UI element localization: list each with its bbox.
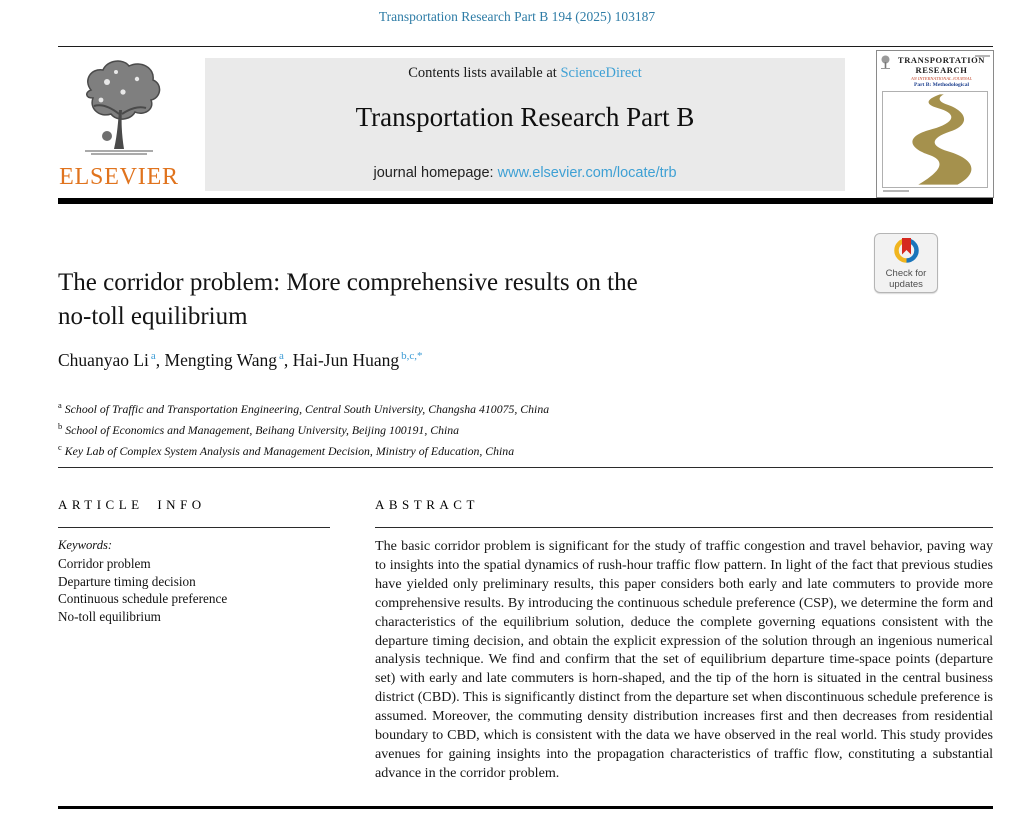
author-name: Hai-Jun Huang bbox=[292, 350, 400, 370]
abstract-heading: ABSTRACT bbox=[375, 497, 479, 512]
journal-cover-thumbnail[interactable] bbox=[876, 50, 994, 198]
affiliation-line bbox=[58, 439, 549, 460]
article-info-heading: ARTICLE INFO bbox=[58, 497, 206, 512]
keyword-item: No-toll equilibrium bbox=[58, 608, 161, 624]
article-title-line2: no-toll equilibrium bbox=[58, 303, 248, 330]
author-affiliation-sup: a bbox=[279, 350, 284, 363]
cover-title-line1: TRANSPORTATION bbox=[897, 55, 986, 65]
journal-homepage-link[interactable]: www.elsevier.com/locate/trb bbox=[497, 165, 677, 181]
keywords-label: Keywords: bbox=[58, 538, 113, 552]
affiliation-sup: a bbox=[58, 400, 62, 410]
author-affiliation-sup: a bbox=[150, 350, 156, 363]
affiliations-block bbox=[58, 397, 549, 461]
homepage-prefix: journal homepage: bbox=[373, 165, 498, 181]
affiliation-sup: c bbox=[58, 442, 62, 453]
check-updates-badge[interactable] bbox=[874, 233, 938, 293]
winding-road-icon bbox=[883, 92, 987, 187]
banner-bottom-divider bbox=[58, 198, 993, 204]
keyword-item: Departure timing decision bbox=[58, 573, 196, 589]
cover-title-line2: RESEARCH bbox=[915, 64, 968, 75]
cover-header bbox=[892, 56, 991, 88]
article-title bbox=[58, 266, 638, 334]
keyword-item: Continuous schedule preference bbox=[58, 591, 228, 607]
top-divider bbox=[58, 46, 993, 47]
affiliation-line bbox=[58, 418, 549, 439]
journal-banner bbox=[205, 58, 845, 191]
affiliation-text: Key Lab of Complex System Analysis and Management Decision, Ministry of Education, China bbox=[64, 444, 515, 459]
cover-elsevier-mark-icon bbox=[880, 55, 891, 70]
author-line bbox=[58, 350, 423, 371]
page-bottom-divider bbox=[58, 806, 993, 809]
affiliation-text: School of Traffic and Transportation Engineering, Central South University, Changsha 410075, China bbox=[64, 401, 550, 416]
author-name: Chuanyao Li bbox=[58, 350, 149, 370]
cover-fineprint-bar bbox=[883, 190, 909, 192]
affiliation-text: School of Economics and Management, Beihang University, Beijing 100191, China bbox=[65, 423, 460, 438]
homepage-line bbox=[205, 165, 845, 181]
author-affiliation-sup: b,c,* bbox=[401, 350, 423, 363]
citation-link[interactable]: Transportation Research Part B 194 (2025) 103187 bbox=[378, 9, 656, 24]
author-name: Mengting Wang bbox=[164, 350, 278, 370]
badge-text-line1: Check for bbox=[885, 268, 927, 279]
affiliation-line bbox=[58, 397, 549, 418]
affiliation-sup: b bbox=[58, 421, 63, 432]
keywords-list bbox=[58, 555, 227, 625]
cover-road-frame bbox=[882, 91, 988, 188]
cover-part-label: Part B: Methodological bbox=[914, 82, 969, 88]
keyword-item: Corridor problem bbox=[58, 556, 151, 571]
article-info-underline bbox=[58, 527, 330, 528]
section-divider bbox=[58, 467, 993, 468]
author-separator: , bbox=[283, 350, 293, 370]
sciencedirect-link[interactable]: ScienceDirect bbox=[560, 65, 642, 81]
abstract-text: The basic corridor problem is significant for the study of traffic congestion and travel behavior, paving way to insights into the spatial dynamics of rush-hour traffic flow pattern. In light of the fact that previous studies have yielded only preliminary results, this paper considers both early and late commuters to provide more comprehensive results. By introducing the continuous schedule preference (CSP), we determine the form and characteristics of the equilibrium solution, deduce the complete governing equations consistent with the departure timing decision, and obtain the explicit expression of the solution through an ingenious numerical analysis technique. We find and confirm that the set of equilibrium departure time-space points (departure set) with early and late commuters is horn-shaped, and the tip of the horn is situated in the central business district (CBD). This is significantly distinct from the departure set when discontinuous schedule preference is assumed. Moreover, the commuting density distribution increases first and then decreases from residential boundary to CBD, which is consistent with the data we have observed in the real world. This study provides avenues for gaining insights into the propagation characteristics of traffic flow, constituting a substantial advance in the corridor problem. bbox=[375, 538, 993, 781]
badge-text-line2: updates bbox=[889, 278, 923, 290]
elsevier-wordmark: ELSEVIER bbox=[59, 164, 179, 190]
contents-line bbox=[205, 65, 845, 82]
contents-prefix: Contents lists available at bbox=[408, 65, 561, 81]
journal-title: Transportation Research Part B bbox=[355, 102, 695, 132]
crossmark-icon bbox=[893, 237, 920, 264]
abstract-underline bbox=[375, 527, 993, 528]
article-title-line1: The corridor problem: More comprehensive results on the bbox=[58, 269, 638, 296]
author-separator: , bbox=[155, 350, 165, 370]
elsevier-tree-icon bbox=[61, 52, 177, 158]
cover-subtitle: AN INTERNATIONAL JOURNAL bbox=[910, 76, 972, 81]
elsevier-logo[interactable] bbox=[54, 52, 184, 194]
